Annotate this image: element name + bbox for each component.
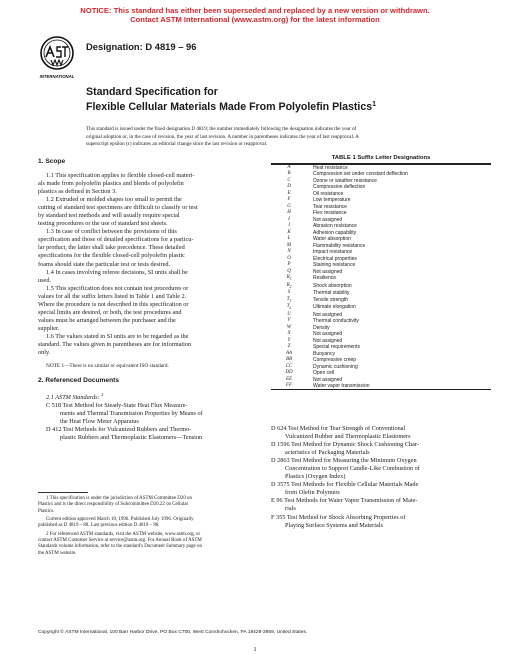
subheading-footnote-mark: 2	[101, 392, 104, 398]
notice-line-2: Contact ASTM International (www.astm.org) for the latest information	[130, 15, 380, 25]
text-line: the ASTM website.	[38, 550, 77, 556]
table-row	[271, 275, 491, 282]
suffix-description: Ozone or weather resistance	[313, 177, 377, 184]
designation: Designation: D 4819 – 96	[86, 41, 197, 52]
suffix-letter: E	[287, 190, 291, 196]
text-line: foams should state the particular test or tests desired.	[38, 260, 171, 268]
table-row	[271, 297, 491, 304]
suffix-letter: M	[286, 242, 292, 248]
note-1: NOTE 1—There is no similar or equivalent ISO standard.	[46, 363, 169, 370]
text-line: by standard test methods and will usually require special	[38, 212, 180, 220]
table-row	[271, 283, 491, 290]
text-line: the Heat Flow Meter Apparatus	[60, 418, 139, 426]
text-line: used.	[38, 276, 52, 284]
text-line: 2 For referenced ASTM standards, visit the ASTM website, www.astm.org, or	[46, 531, 201, 537]
text-line: standard. The values given in parentheses are for information	[38, 340, 192, 348]
suffix-description: Staining resistance	[313, 262, 356, 269]
suffix-description: Electrical properties	[313, 255, 357, 262]
text-line: 1.3 In case of conflict between the provisions of this	[46, 228, 177, 236]
reference-c518	[38, 402, 259, 426]
text-line: 1.6 The values stated in SI units are to be regarded as the	[46, 332, 189, 340]
paragraph-1-2	[38, 196, 259, 228]
suffix-description: Thermal stability	[313, 290, 350, 297]
suffix-description: Low temperature	[313, 197, 351, 204]
text-line: Plastics and is the direct responsibility of Subcommittee D20.22 on Cellular	[38, 502, 189, 508]
suffix-description: Special requirements	[313, 344, 360, 351]
suffix-letter: I	[288, 216, 290, 222]
suffix-description: Adhesion capability	[313, 229, 357, 236]
section-heading-references: 2. Referenced Documents	[38, 377, 119, 385]
text-line: D 2863 Test Method for Measuring the Minimum Oxygen	[271, 457, 417, 465]
suffix-letter: DD	[285, 370, 293, 376]
suffix-letter: $R_1$	[286, 275, 292, 282]
suffix-letter: FF	[285, 382, 293, 388]
suffix-description: Shock absorption	[313, 282, 352, 289]
subheading-text: 2.1 ASTM Standards:	[46, 394, 100, 402]
reference-d1596	[271, 441, 492, 457]
text-line: 1.4 In cases involving referee decisions, SI units shall be	[46, 268, 188, 276]
suffix-description: Heat resistance	[313, 165, 348, 171]
text-line: als made from polyolefin plastics and blends of polyolefin	[38, 180, 184, 188]
reference-d3575	[271, 481, 492, 497]
suffix-description: Thermal conductivity	[313, 318, 359, 325]
suffix-letter: U	[287, 311, 291, 317]
suffix-description: Water absorption	[313, 236, 351, 243]
text-line: plastics as defined in Section 3.	[38, 188, 117, 196]
logo-label: INTERNATIONAL	[39, 74, 75, 79]
suffix-letter: CC	[285, 363, 293, 369]
suffix-description: Oil resistance	[313, 190, 344, 197]
suffix-letter: J	[287, 223, 291, 229]
text-line: supplier.	[38, 324, 60, 332]
text-line: plastic Rubbers and Thermoplastic Elastomers—Tension	[60, 434, 203, 442]
suffix-letter: $T_2$	[286, 304, 292, 311]
footnotes	[38, 496, 260, 559]
suffix-letter: AA	[285, 350, 293, 356]
footnote-1-edition	[38, 517, 260, 530]
suffix-description: Not assigned	[313, 311, 343, 318]
footnote-divider	[38, 492, 88, 493]
text-line: values must be arranged between the purchaser and the	[38, 316, 176, 324]
suffix-description: Buoyancy	[313, 350, 335, 357]
suffix-description: Not assigned	[313, 216, 343, 223]
table-1-suffix-letters	[271, 155, 491, 390]
suffix-description: Abrasion resistance	[313, 223, 357, 230]
table-title: TABLE 1 Suffix Letter Designations	[331, 155, 431, 161]
suffix-letter: P	[287, 262, 291, 268]
page-number: 1	[253, 646, 257, 653]
suffix-table	[271, 165, 491, 389]
reference-d624	[271, 425, 492, 441]
issuance-statement	[86, 126, 462, 149]
suffix-description: Dynamic cushioning	[313, 363, 358, 370]
right-column-references	[271, 425, 492, 530]
title-line-2	[86, 99, 376, 114]
text-line: C 518 Test Method for Steady-State Heat Flux Measure-	[46, 402, 188, 410]
text-line: lar product, the latter shall take precedence. These detailed	[38, 244, 185, 252]
text-line: only.	[38, 349, 51, 357]
suffix-letter: H	[287, 210, 291, 216]
text-line: Current edition approved March 10, 1996. Published July 1996. Originally	[46, 517, 194, 523]
paragraph-1-6	[38, 333, 259, 357]
suffix-description: Water vapor transmission	[313, 382, 370, 389]
suffix-letter: Z	[287, 344, 291, 350]
text-line: Plastics (Oxygen Index)	[285, 473, 346, 481]
text-line: ments and Thermal Transmission Properties by Means of	[60, 410, 203, 418]
text-line: testing procedures or the use of standard test sheets.	[38, 220, 168, 228]
suffix-description: Flammability resistance	[313, 242, 366, 249]
suffix-letter: X	[287, 331, 291, 337]
text-line: values for all the suffix letters listed in Table 1 and Table 2.	[38, 292, 187, 300]
suffix-description: Not assigned	[313, 331, 343, 338]
text-line: Standards volume information, refer to the standard's Document Summary page on	[38, 544, 202, 550]
text-line: Plastics.	[38, 508, 55, 514]
suffix-letter: G	[287, 203, 291, 209]
text-line: 1.2 Extruded or molded shapes too small to permit the	[46, 196, 182, 204]
footnote-1	[38, 496, 260, 515]
suffix-letter: BB	[285, 357, 293, 363]
suffix-description: Ultimate elongation	[313, 304, 356, 311]
suffix-letter: L	[287, 236, 291, 242]
document-title	[86, 86, 376, 113]
text-line: acteristics of Packaging Materials	[285, 449, 370, 457]
suffix-description: Not assigned	[313, 268, 343, 275]
paragraph-1-5	[38, 285, 259, 333]
suffix-description: Tear resistance	[313, 203, 347, 210]
suffix-description: Not assigned	[313, 337, 343, 344]
text-line: 1.5 This specification does not contain test procedures or	[46, 284, 189, 292]
reference-d412	[38, 426, 259, 442]
suffix-letter: D	[287, 184, 291, 190]
text-line: Vulcanized Rubber and Thermoplastic Elastomers	[285, 433, 411, 441]
suffix-description: Open cell	[313, 370, 335, 377]
reference-d2863	[271, 457, 492, 481]
suffix-description: Impact resistance	[313, 249, 353, 256]
text-line: 1 This specification is under the jurisdiction of ASTM Committee D20 on	[46, 496, 192, 501]
astm-standards-subheading	[38, 391, 259, 402]
issuance-line: superscript epsilon (ε) indicates an editorial change since the last revision or reapproval.	[86, 141, 268, 148]
paragraph-1-3	[38, 228, 259, 268]
suffix-letter: F	[287, 197, 291, 203]
issuance-line: original adoption or, in the case of revision, the year of last revision. A number in parentheses indicates the year of last reapproval. A	[86, 133, 359, 140]
suffix-letter: C	[287, 177, 291, 183]
suffix-letter: Q	[287, 268, 291, 274]
text-line: D 412 Test Methods for Vulcanized Rubbers and Thermo-	[46, 426, 192, 434]
text-line: Playing Surface Systems and Materials	[285, 521, 383, 529]
text-line: special limits are desired, or both, the test procedures and	[38, 308, 182, 316]
suffix-letter: W	[286, 324, 292, 330]
text-line: published as D 4819 – 88. Last previous edition D 4819 – 88.	[38, 523, 160, 529]
suffix-letter: V	[287, 318, 291, 324]
suffix-letter: K	[287, 229, 291, 235]
title-footnote-mark: 1	[372, 100, 377, 108]
text-line: D 3575 Test Methods for Flexible Cellular Materials Made	[271, 481, 419, 489]
table-row	[271, 304, 491, 311]
text-line: D 624 Test Method for Tear Strength of Conventional	[271, 425, 406, 432]
table-bottom-rule	[271, 389, 491, 390]
suffix-description: Resilience	[313, 275, 337, 282]
suffix-letter: EE	[285, 376, 293, 382]
suffix-description: Compressive creep	[313, 357, 357, 364]
section-heading-scope: 1. Scope	[38, 158, 66, 165]
suffix-letter: B	[287, 171, 291, 177]
text-line: from Olefin Polymers	[285, 489, 340, 497]
title-main: Flexible Cellular Materials Made From Polyolefin Plastics	[86, 100, 373, 113]
text-line: specifications for the flexible closed-cell polyolefin plastic	[38, 252, 185, 260]
withdrawal-notice	[0, 6, 510, 25]
text-line: specification and those of detailed specifications for a particu-	[38, 236, 194, 244]
title-line-1: Standard Specification for	[86, 86, 218, 98]
left-column	[38, 158, 259, 442]
text-line: Where the procedure is not described in this specification or	[38, 300, 189, 308]
suffix-description: Tensile strength	[313, 296, 349, 303]
text-line: 1.1 This specification applies to flexible closed-cell materi-	[46, 172, 195, 179]
footnote-2	[38, 532, 260, 557]
suffix-description: Density	[313, 324, 330, 331]
suffix-letter: S	[287, 290, 291, 296]
notice-line-1: NOTICE: This standard has either been superseded and replaced by a new version or withdrawn.	[80, 6, 430, 15]
suffix-letter: Y	[287, 337, 291, 343]
text-line: E 96 Test Methods for Water Vapor Transmission of Mate-	[271, 497, 418, 505]
text-line: cutting of standard test specimens are difficult to classify or test	[38, 204, 198, 212]
suffix-letter: O	[287, 255, 291, 261]
text-line: rials	[285, 505, 296, 513]
suffix-letter: $R_2$	[286, 282, 292, 289]
reference-e96	[271, 497, 492, 513]
text-line: D 1596 Test Method for Dynamic Shock Cushioning Char-	[271, 441, 419, 449]
copyright-line: Copyright © ASTM International, 100 Barr Harbor Drive, PO Box C700, West Conshohocken, PA 19428-2959, United States.	[38, 630, 308, 635]
suffix-letter: A	[287, 165, 291, 170]
suffix-letter: $T_1$	[286, 296, 292, 303]
astm-logo	[38, 35, 76, 81]
suffix-description: Compression set under constant deflection	[313, 171, 408, 178]
suffix-letter: N	[287, 249, 291, 255]
suffix-description: Not assigned	[313, 376, 343, 383]
paragraph-1-4	[38, 269, 259, 285]
issuance-line: This standard is issued under the fixed designation D 4819; the number immediately following the designation indicates the year of	[86, 126, 357, 132]
text-line: contact ASTM Customer Service at service@astm.org. For Annual Book of ASTM	[38, 538, 202, 544]
text-line: F 355 Test Method for Shock Absorbing Properties of	[271, 513, 406, 521]
suffix-description: Compression deflection	[313, 184, 366, 191]
suffix-description: Flex resistance	[313, 210, 347, 217]
text-line: Concentration to Support Candle-Like Combustion of	[285, 465, 420, 473]
paragraph-1-1	[38, 172, 259, 196]
reference-f355	[271, 514, 492, 530]
